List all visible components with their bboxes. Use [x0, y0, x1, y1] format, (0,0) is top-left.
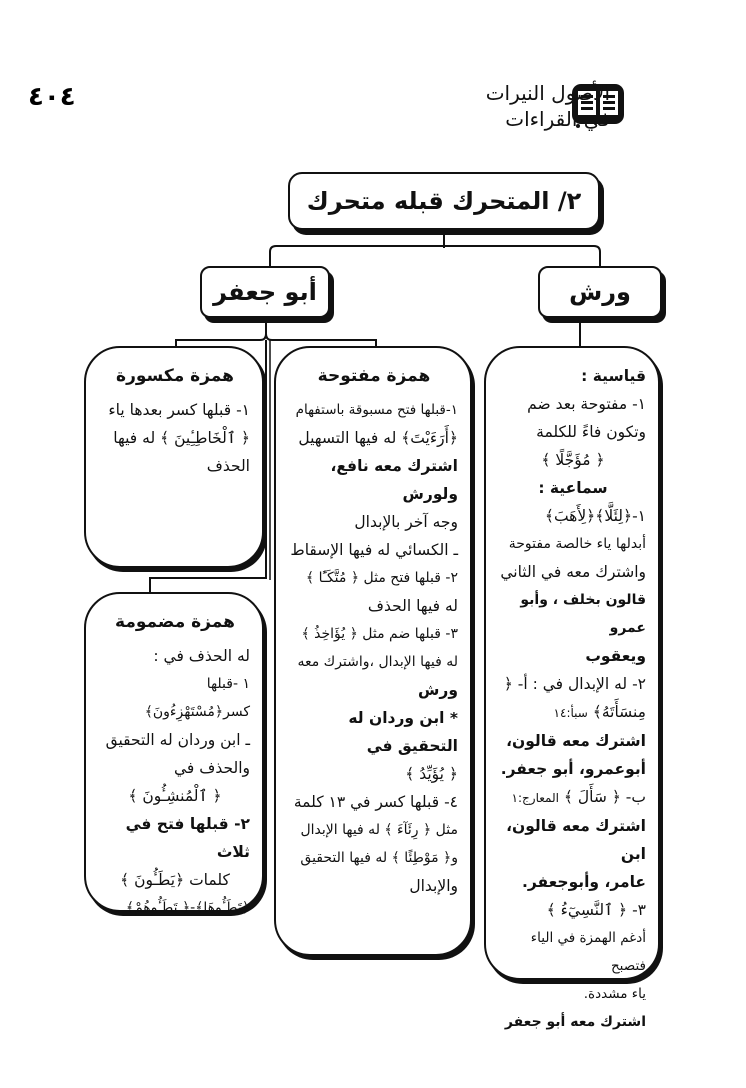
warsh-line: أبدلها ياء خالصة مفتوحة — [508, 536, 646, 552]
maksura-line: ﴿ ٱلْخَاطِـِٔينَ ﴾ له فيها — [113, 429, 250, 447]
maftuha-line: اشترك معه نافع، ولورش — [330, 457, 458, 503]
maftuha-line: وجه آخر بالإبدال — [354, 513, 458, 531]
branch-warsh: ورش — [538, 266, 662, 318]
hamza-maftuha-box — [274, 346, 472, 956]
maksura-line: ١- قبلها كسر بعدها ياء — [108, 401, 250, 419]
maftuha-line: و﴿ مَوْطِئًا ﴾ له فيها التحقيق — [300, 850, 458, 866]
hamza-madmuma-box — [84, 592, 264, 916]
maftuha-line: له فيها الإبدال ،واشترك معه — [297, 654, 458, 670]
warsh-line: وتكون فاءً للكلمة — [536, 423, 646, 441]
maftuha-line: ٢- قبلها فتح مثل ﴿ مُتَّكَـًٔا ﴾ — [305, 570, 458, 586]
maftuha-line: له فيها الحذف — [367, 597, 458, 615]
book-title-line1: الأصول النيرات — [485, 81, 610, 105]
warsh-line: أبوعمرو، أبو جعفر. — [500, 760, 646, 778]
maftuha-line: ـ الكسائي له فيها الإسقاط — [290, 541, 458, 559]
warsh-details-box — [484, 346, 660, 1030]
warsh-heading-qiyasiya: قياسية : — [581, 367, 646, 385]
maftuha-line: ورش — [418, 681, 458, 699]
madmuma-line: له الحذف في : — [153, 647, 250, 665]
warsh-line: ١- مفتوحة بعد ضم — [527, 395, 646, 413]
warsh-quran-word: ب- ﴿ سَأَلَ ﴾ — [563, 788, 646, 806]
maftuha-line: مثل ﴿ رِئَآءَ ﴾ له فيها الإبدال — [300, 822, 458, 838]
madmuma-quran-word: ﴿ ٱلْمُنشِـُٔونَ ﴾ — [128, 787, 222, 805]
warsh-line: ياء مشددة. — [583, 986, 646, 1002]
warsh-line: أدغم الهمزة في الياء فتصبح — [530, 930, 646, 974]
warsh-quran-word: ﴿ مُؤَجَّلًا ﴾ — [541, 451, 605, 469]
hamza-maksura-heading: همزة مكسورة — [116, 366, 234, 386]
madmuma-line: ﴿تَطَـُٔوهَا﴾-﴿ تَطَـُٔوهُمْ﴾ — [125, 900, 250, 916]
maftuha-line: * ابن وردان له التحقيق في — [348, 709, 458, 755]
warsh-line: اشترك معه أبو جعفر — [504, 1014, 646, 1030]
warsh-heading-samaiya: سماعية : — [538, 479, 608, 497]
page-number: ٤٠٤ — [28, 82, 76, 112]
book-title — [390, 80, 610, 132]
madmuma-line: والحذف في — [174, 759, 250, 777]
surah-reference: سبأ:١٤ — [553, 706, 588, 720]
madmuma-line: ١ -قبلها كسر﴿مُسْتَهْزِءُونَ﴾ — [144, 676, 250, 720]
warsh-line: قالون بخلف ، وأبو عمرو — [520, 592, 646, 636]
warsh-line — [500, 698, 646, 727]
warsh-line: عامر، وأبوجعفر. — [521, 873, 646, 891]
hamza-maftuha-heading: همزة مفتوحة — [317, 366, 431, 386]
main-title-box: ٢/ المتحرك قبله متحرك — [288, 172, 600, 230]
maftuha-line: ١-قبلها فتح مسبوقة باستفهام — [295, 402, 458, 418]
warsh-line: ٣- ﴿ ٱلنَّسِيٓءُ ﴾ — [546, 901, 646, 919]
hamza-madmuma-heading: همزة مضمومة — [115, 612, 235, 632]
hamza-maksura-box — [84, 346, 264, 568]
warsh-line: ١-﴿لِئَلَّا﴾﴿لِأَهَبَ﴾ — [544, 507, 646, 525]
warsh-quran-word: مِنسَأَتَهُ﴾ — [592, 703, 646, 721]
madmuma-line: ـ ابن وردان له التحقيق — [105, 731, 250, 749]
book-title-line2: في القراءات — [505, 107, 610, 131]
madmuma-line: ٢- قبلها فتح في ثلاث — [125, 815, 250, 861]
maksura-line: الحذف — [206, 457, 250, 475]
warsh-line: ويعقوب — [585, 647, 646, 665]
surah-reference: المعارج:١ — [511, 791, 559, 805]
warsh-line: اشترك معه قالون، — [506, 732, 646, 750]
warsh-line: ٢- له الإبدال في : أ- ﴿ — [503, 675, 646, 693]
maftuha-line: ﴿أَرَءَيْتَ﴾ له فيها التسهيل — [298, 429, 458, 447]
maftuha-quran-word: ﴿ يُؤَيِّدُ ﴾ — [405, 765, 458, 783]
warsh-line: واشترك معه في الثاني — [500, 563, 646, 581]
branch-abu-jafar: أبو جعفر — [200, 266, 330, 318]
maftuha-line: ٤- قبلها كسر في ١٣ كلمة — [293, 793, 458, 811]
warsh-line — [500, 783, 646, 812]
maftuha-line: ٣- قبلها ضم مثل ﴿ يُؤَاخِذُ ﴾ — [301, 626, 458, 642]
maftuha-line: والإبدال — [409, 877, 458, 895]
madmuma-line: كلمات ﴿يَطَـُٔونَ ﴾ — [120, 871, 230, 889]
warsh-line: اشترك معه قالون، ابن — [506, 817, 646, 863]
